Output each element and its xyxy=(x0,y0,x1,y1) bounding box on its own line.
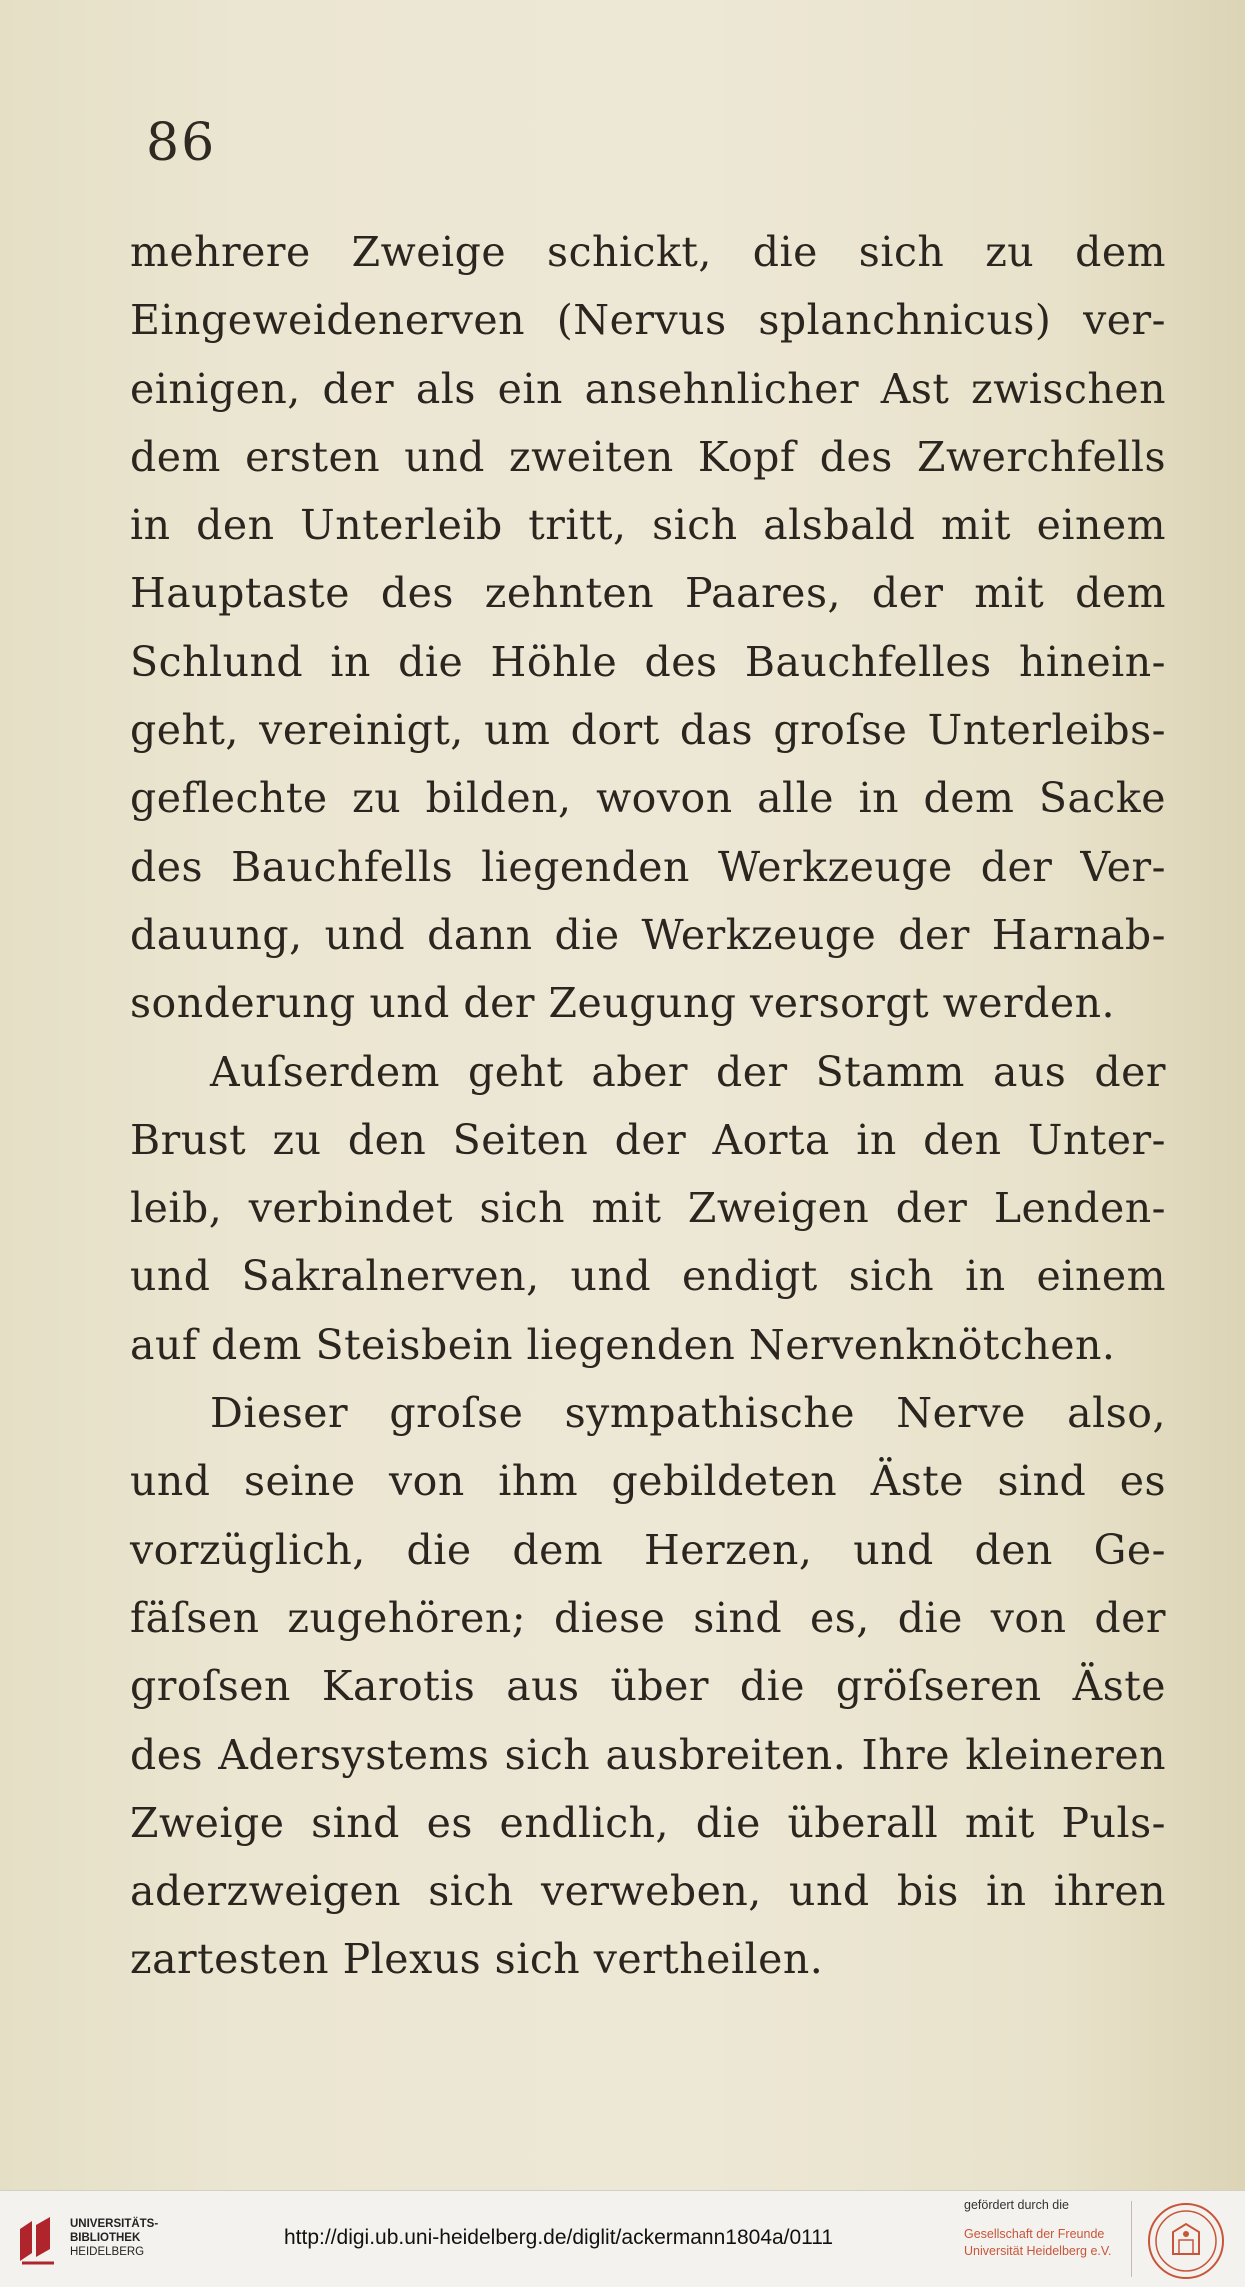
text-line: vorzüglich, die dem Herzen, und den Ge- xyxy=(130,1525,1166,1574)
text-line: Eingeweidenerven (Nervus splanchnicus) ver- xyxy=(130,296,1166,345)
text-line: einigen, der als ein ansehnlicher Ast zwischen xyxy=(130,364,1166,413)
text-line: mehrere Zweige schickt, die sich zu dem xyxy=(130,228,1166,276)
text-line: des Bauchfells liegenden Werkzeuge der Ver- xyxy=(130,842,1166,891)
text-line: dem ersten und zweiten Kopf des Zwerchfells xyxy=(130,432,1166,481)
footer-bar xyxy=(0,2190,1245,2287)
text-line: und seine von ihm gebildeten Äste sind es xyxy=(130,1457,1166,1506)
footer-divider xyxy=(1131,2201,1132,2277)
library-name-line: HEIDELBERG xyxy=(70,2246,145,2258)
permalink-url[interactable]: http://digi.ub.uni-heidelberg.de/diglit/ackermann1804a/0111 xyxy=(284,2226,834,2249)
page-number: 86 xyxy=(146,113,217,173)
text-line: Dieser groſse sympathische Nerve also, xyxy=(210,1389,1166,1438)
text-line: Auſserdem geht aber der Stamm aus der xyxy=(210,1047,1166,1096)
text-line: geflechte zu bilden, wovon alle in dem Sacke xyxy=(130,774,1166,823)
society-name-line: Universität Heidelberg e.V. xyxy=(964,2244,1112,2258)
text-line: fäſsen zugehören; diese sind es, die von der xyxy=(130,1593,1166,1642)
text-line: des Adersystems sich ausbreiten. Ihre kleineren xyxy=(130,1730,1166,1779)
text-line: Brust zu den Seiten der Aorta in den Unter- xyxy=(130,1115,1166,1164)
text-line: leib, verbindet sich mit Zweigen der Lenden- xyxy=(130,1184,1166,1233)
text-line: Hauptaste des zehnten Paares, der mit dem xyxy=(130,569,1166,618)
library-name xyxy=(70,2217,158,2259)
text-line: auf dem Steisbein liegenden Nervenknötchen. xyxy=(130,1320,1116,1369)
text-line: geht, vereinigt, um dort das groſse Unterleibs- xyxy=(130,706,1166,755)
text-line: groſsen Karotis aus über die gröſseren Äste xyxy=(130,1662,1166,1711)
society-name-line: Gesellschaft der Freunde xyxy=(964,2227,1105,2241)
text-line: in den Unterleib tritt, sich alsbald mit einem xyxy=(130,501,1166,550)
text-line: Schlund in die Höhle des Bauchfelles hinein- xyxy=(130,637,1166,686)
text-line: und Sakralnerven, und endigt sich in einem xyxy=(130,1252,1166,1301)
text-line: aderzweigen sich verweben, und bis in ihren xyxy=(130,1867,1166,1916)
library-name-line: BIBLIOTHEK xyxy=(70,2232,141,2244)
text-line: sonderung und der Zeugung versorgt werden. xyxy=(130,979,1116,1028)
funded-by-label: gefördert durch die xyxy=(964,2198,1069,2212)
society-name xyxy=(964,2226,1112,2260)
university-library-logo-icon xyxy=(14,2213,60,2267)
text-line: Zweige sind es endlich, die überall mit Puls- xyxy=(130,1798,1166,1847)
library-name-line: UNIVERSITÄTS- xyxy=(70,2218,159,2230)
university-seal-icon xyxy=(1147,2202,1225,2280)
text-line: dauung, und dann die Werkzeuge der Harnab- xyxy=(130,910,1166,959)
page-text xyxy=(130,218,1166,1994)
text-line: zartesten Plexus sich vertheilen. xyxy=(130,1935,824,1984)
